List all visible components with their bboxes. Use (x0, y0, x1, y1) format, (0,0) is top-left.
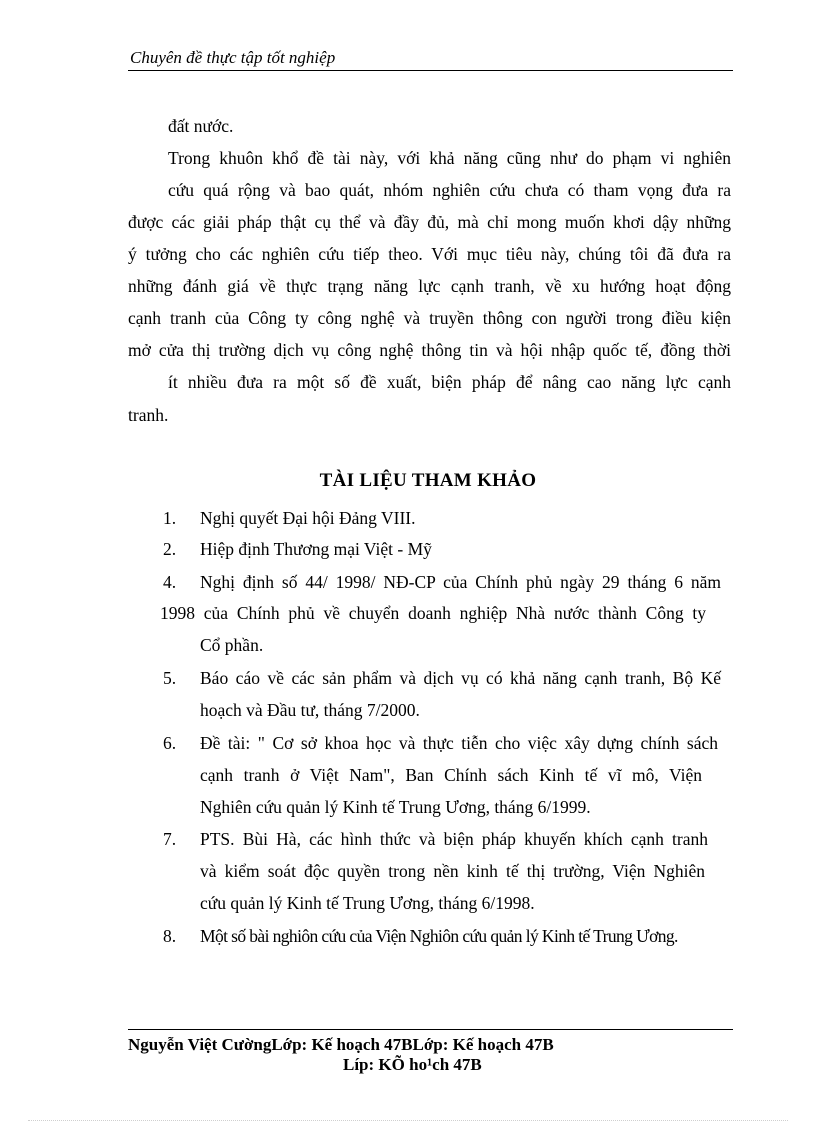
reference-number: 8. (163, 926, 177, 946)
page-bottom-border (28, 1120, 788, 1121)
reference-number: 6. (163, 733, 177, 753)
footer-class-garbled: Líp: KÕ ho¹ch 47B (343, 1055, 482, 1074)
body-line: tranh. (128, 405, 169, 425)
reference-line: cứu quản lý Kinh tế Trung Ương, tháng 6/1998. (200, 893, 535, 913)
reference-line: Báo cáo về các sản phẩm và dịch vụ có khả năng cạnh tranh, Bộ Kế (200, 668, 721, 688)
header-divider (128, 70, 733, 71)
body-line: ít nhiều đưa ra một số đề xuất, biện pháp để nâng cao năng lực cạnh (168, 372, 731, 392)
reference-line: Nghị quyết Đại hội Đảng VIII. (200, 508, 416, 528)
reference-line: Hiệp định Thương mại Việt - Mỹ (200, 539, 432, 559)
reference-number: 4. (163, 572, 177, 592)
reference-number: 2. (163, 539, 177, 559)
body-line: mở cửa thị trường dịch vụ công nghệ thông tin và hội nhập quốc tế, đồng thời (128, 340, 731, 360)
footer-divider (128, 1029, 733, 1030)
body-line: những đánh giá về thực trạng năng lực cạnh tranh, về xu hướng hoạt động (128, 276, 731, 296)
reference-line: 1998 của Chính phủ về chuyển doanh nghiệp Nhà nước thành Công ty (160, 603, 706, 623)
references-heading: TÀI LIỆU THAM KHẢO (319, 470, 537, 491)
reference-number: 7. (163, 829, 177, 849)
body-line: đất nước. (168, 116, 234, 136)
reference-line: Nghiên cứu quản lý Kinh tế Trung Ương, tháng 6/1999. (200, 797, 591, 817)
body-line: Trong khuôn khổ đề tài này, với khả năng cũng như do phạm vi nghiên (168, 148, 731, 168)
body-line: cứu quá rộng và bao quát, nhóm nghiên cứu chưa có tham vọng đưa ra (168, 180, 731, 200)
reference-line: PTS. Bùi Hà, các hình thức và biện pháp khuyến khích cạnh tranh (200, 829, 708, 849)
body-line: được các giải pháp thật cụ thể và đầy đủ, mà chỉ mong muốn khơi dậy những (128, 212, 731, 232)
reference-line: Cổ phần. (200, 635, 264, 655)
reference-number: 1. (163, 508, 177, 528)
reference-line: Một số bài nghiôn cứu của Viện Nghiôn cứu quản lý Kinh tế Trung Ương. (200, 926, 678, 946)
header-title: Chuyên đề thực tập tốt nghiệp (130, 48, 336, 67)
reference-line: cạnh tranh ở Việt Nam", Ban Chính sách Kinh tế vĩ mô, Viện (200, 765, 702, 785)
reference-line: Nghị định số 44/ 1998/ NĐ-CP của Chính phủ ngày 29 tháng 6 năm (200, 572, 721, 592)
reference-number: 5. (163, 668, 177, 688)
body-line: ý tưởng cho các nghiên cứu tiếp theo. Với mục tiêu này, chúng tôi đã đưa ra (128, 244, 731, 264)
body-line: cạnh tranh của Công ty công nghệ và truyền thông con người trong điều kiện (128, 308, 731, 328)
reference-line: Đề tài: " Cơ sở khoa học và thực tiễn cho việc xây dựng chính sách (200, 733, 718, 753)
footer-author-class: Nguyễn Việt CườngLớp: Kế hoạch 47BLớp: Kế hoạch 47B (128, 1035, 554, 1054)
reference-line: hoạch và Đầu tư, tháng 7/2000. (200, 700, 420, 720)
reference-line: và kiểm soát độc quyền trong nền kinh tế thị trường, Viện Nghiên (200, 861, 705, 881)
